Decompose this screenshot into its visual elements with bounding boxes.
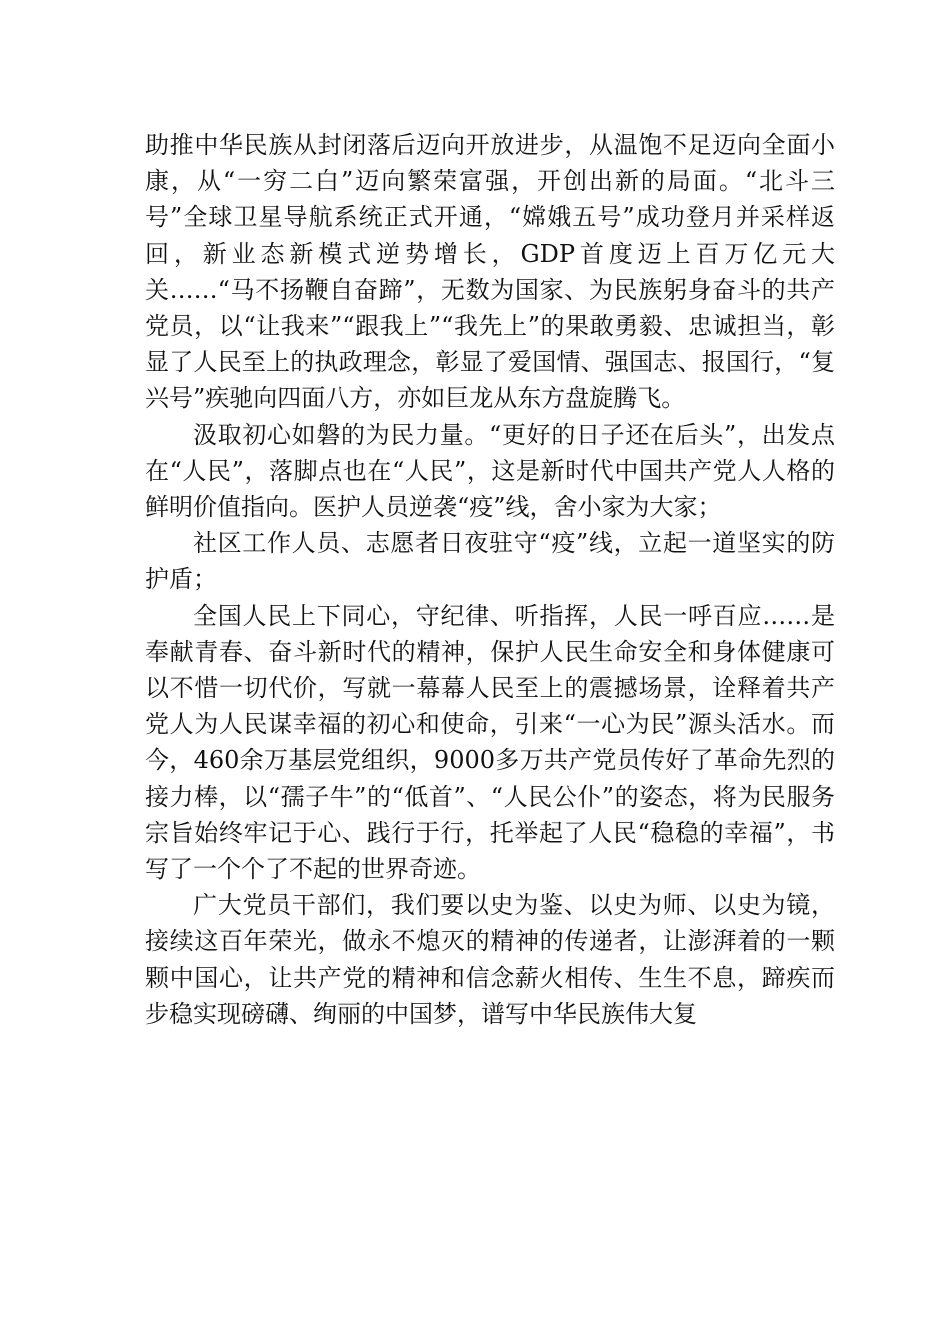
document-body <box>145 127 835 1032</box>
paragraph-continuation: 助推中华民族从封闭落后迈向开放进步，从温饱不足迈向全面小康，从“一穷二白”迈向繁荣富强，开创出新的局面。“北斗三号”全球卫星导航系统正式开通，“嫦娥五号”成功登月并采样返回，新业态新模式逆势增长，GDP首度迈上百万亿元大关……“马不扬鞭自奋蹄”，无数为国家、为民族躬身奋斗的共产党员，以“让我来”“跟我上”“我先上”的果敢勇毅、忠诚担当，彰显了人民至上的执政理念，彰显了爱国情、强国志、报国行，“复兴号”疾驰向四面八方，亦如巨龙从东方盘旋腾飞。 <box>145 131 835 413</box>
paragraph-people-strength: 汲取初心如磐的为民力量。“更好的日子还在后头”，出发点在“人民”，落脚点也在“人民”，这是新时代中国共产党人人格的鲜明价值指向。医护人员逆袭“疫”线，舍小家为大家； <box>145 420 835 522</box>
paragraph-party-cadres: 广大党员干部们，我们要以史为鉴、以史为师、以史为镜，接续这百年荣光，做永不熄灭的精神的传递者，让澎湃着的一颗颗中国心，让共产党的精神和信念薪火相传、生生不息，蹄疾而步稳实现磅礴、绚丽的中国梦，谱写中华民族伟大复 <box>145 891 835 1028</box>
paragraph-whole-nation: 全国人民上下同心，守纪律、听指挥，人民一呼百应……是奉献青春、奋斗新时代的精神，保护人民生命安全和身体健康可以不惜一切代价，写就一幕幕人民至上的震撼场景，诠释着共产党人为人民谋幸福的初心和使命，引来“一心为民”源头活水。而今，460余万基层党组织，9000多万共产党员传好了革命先烈的接力棒，以“孺子牛”的“低首”、“人民公仆”的姿态，将为民服务宗旨始终牢记于心、践行于行，托举起了人民“稳稳的幸福”，书写了一个个了不起的世界奇迹。 <box>145 601 835 884</box>
paragraph-community-workers: 社区工作人员、志愿者日夜驻守“疫”线，立起一道坚实的防护盾； <box>145 529 835 594</box>
